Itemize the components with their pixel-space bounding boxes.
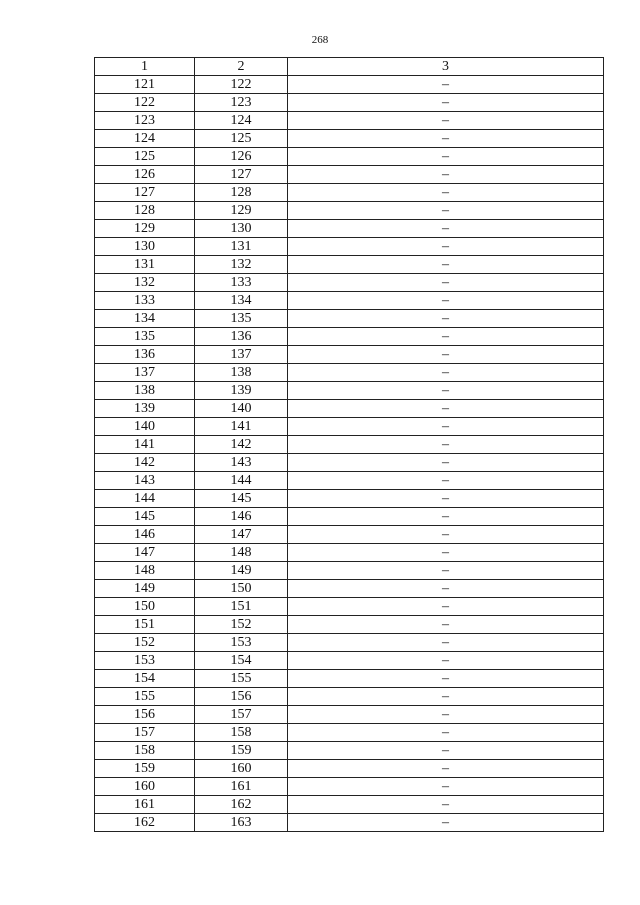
table-cell-col2: 144 — [195, 472, 288, 490]
data-table — [94, 57, 604, 832]
table-row — [95, 634, 604, 652]
table-cell-col2: 152 — [195, 616, 288, 634]
table-cell-col2: 124 — [195, 112, 288, 130]
table-cell-col1: 151 — [95, 616, 195, 634]
table-cell-col2: 142 — [195, 436, 288, 454]
column-header-1: 1 — [95, 58, 195, 76]
table-cell-col2: 137 — [195, 346, 288, 364]
table-cell-col1: 132 — [95, 274, 195, 292]
table-row — [95, 616, 604, 634]
table-cell-col1: 160 — [95, 778, 195, 796]
table-row — [95, 580, 604, 598]
table-cell-col2: 125 — [195, 130, 288, 148]
table-row — [95, 310, 604, 328]
table-cell-col3: – — [288, 526, 604, 544]
table-cell-col2: 141 — [195, 418, 288, 436]
table-cell-col1: 143 — [95, 472, 195, 490]
table-cell-col3: – — [288, 616, 604, 634]
table-cell-col2: 132 — [195, 256, 288, 274]
table-cell-col1: 153 — [95, 652, 195, 670]
table-cell-col3: – — [288, 508, 604, 526]
table-cell-col3: – — [288, 436, 604, 454]
table-row — [95, 166, 604, 184]
table-cell-col2: 147 — [195, 526, 288, 544]
table-row — [95, 508, 604, 526]
table-cell-col3: – — [288, 256, 604, 274]
table-cell-col1: 121 — [95, 76, 195, 94]
table-cell-col1: 154 — [95, 670, 195, 688]
table-row — [95, 778, 604, 796]
table-row — [95, 688, 604, 706]
table-row — [95, 130, 604, 148]
table-cell-col2: 123 — [195, 94, 288, 112]
table-cell-col2: 149 — [195, 562, 288, 580]
table-cell-col1: 150 — [95, 598, 195, 616]
table-cell-col3: – — [288, 76, 604, 94]
table-cell-col1: 156 — [95, 706, 195, 724]
table-header — [95, 58, 604, 76]
table-cell-col1: 162 — [95, 814, 195, 832]
table-cell-col3: – — [288, 310, 604, 328]
table-cell-col1: 126 — [95, 166, 195, 184]
table-row — [95, 436, 604, 454]
header-row — [95, 58, 604, 76]
table-cell-col2: 153 — [195, 634, 288, 652]
table-row — [95, 112, 604, 130]
table-cell-col3: – — [288, 562, 604, 580]
table-cell-col2: 135 — [195, 310, 288, 328]
table-row — [95, 454, 604, 472]
table-cell-col2: 138 — [195, 364, 288, 382]
table-row — [95, 238, 604, 256]
table-cell-col1: 123 — [95, 112, 195, 130]
table-cell-col1: 141 — [95, 436, 195, 454]
table-row — [95, 598, 604, 616]
table-cell-col2: 126 — [195, 148, 288, 166]
table-cell-col2: 127 — [195, 166, 288, 184]
table-row — [95, 148, 604, 166]
table-cell-col3: – — [288, 490, 604, 508]
table-cell-col2: 145 — [195, 490, 288, 508]
table-cell-col2: 136 — [195, 328, 288, 346]
table-row — [95, 292, 604, 310]
table-row — [95, 400, 604, 418]
table-cell-col3: – — [288, 202, 604, 220]
table-cell-col2: 163 — [195, 814, 288, 832]
table-cell-col1: 135 — [95, 328, 195, 346]
table-row — [95, 742, 604, 760]
table-row — [95, 490, 604, 508]
table-cell-col2: 133 — [195, 274, 288, 292]
table-cell-col1: 133 — [95, 292, 195, 310]
table-cell-col1: 136 — [95, 346, 195, 364]
table-cell-col2: 160 — [195, 760, 288, 778]
table-cell-col3: – — [288, 148, 604, 166]
table-cell-col3: – — [288, 328, 604, 346]
table-cell-col1: 131 — [95, 256, 195, 274]
table-cell-col2: 140 — [195, 400, 288, 418]
table-cell-col3: – — [288, 166, 604, 184]
table-cell-col2: 150 — [195, 580, 288, 598]
table-cell-col3: – — [288, 238, 604, 256]
table-row — [95, 76, 604, 94]
table-row — [95, 418, 604, 436]
table-cell-col2: 131 — [195, 238, 288, 256]
table-cell-col3: – — [288, 598, 604, 616]
table-cell-col3: – — [288, 688, 604, 706]
table-row — [95, 760, 604, 778]
table-cell-col3: – — [288, 418, 604, 436]
table-row — [95, 256, 604, 274]
table-row — [95, 94, 604, 112]
table-cell-col2: 122 — [195, 76, 288, 94]
table-cell-col1: 155 — [95, 688, 195, 706]
table-cell-col1: 148 — [95, 562, 195, 580]
table-cell-col2: 146 — [195, 508, 288, 526]
table-cell-col1: 152 — [95, 634, 195, 652]
table-cell-col2: 130 — [195, 220, 288, 238]
table-cell-col3: – — [288, 112, 604, 130]
table-cell-col1: 146 — [95, 526, 195, 544]
table-cell-col3: – — [288, 706, 604, 724]
table-cell-col3: – — [288, 778, 604, 796]
table-cell-col3: – — [288, 634, 604, 652]
table-cell-col1: 145 — [95, 508, 195, 526]
table-cell-col3: – — [288, 472, 604, 490]
table-cell-col1: 149 — [95, 580, 195, 598]
table-cell-col2: 161 — [195, 778, 288, 796]
table-cell-col3: – — [288, 274, 604, 292]
table-cell-col2: 129 — [195, 202, 288, 220]
table-cell-col2: 143 — [195, 454, 288, 472]
table-cell-col1: 147 — [95, 544, 195, 562]
table-cell-col3: – — [288, 760, 604, 778]
table-cell-col1: 142 — [95, 454, 195, 472]
table-cell-col2: 154 — [195, 652, 288, 670]
table-cell-col3: – — [288, 292, 604, 310]
table-cell-col1: 158 — [95, 742, 195, 760]
table-cell-col3: – — [288, 742, 604, 760]
table-cell-col2: 148 — [195, 544, 288, 562]
table-cell-col3: – — [288, 670, 604, 688]
table-cell-col3: – — [288, 130, 604, 148]
table-cell-col1: 137 — [95, 364, 195, 382]
table-cell-col2: 139 — [195, 382, 288, 400]
column-header-2: 2 — [195, 58, 288, 76]
table-cell-col2: 151 — [195, 598, 288, 616]
table-row — [95, 472, 604, 490]
table-cell-col3: – — [288, 652, 604, 670]
table-row — [95, 274, 604, 292]
table-cell-col2: 159 — [195, 742, 288, 760]
table-cell-col1: 125 — [95, 148, 195, 166]
table-cell-col3: – — [288, 364, 604, 382]
table-cell-col2: 155 — [195, 670, 288, 688]
table-row — [95, 652, 604, 670]
table-row — [95, 184, 604, 202]
table-cell-col2: 158 — [195, 724, 288, 742]
table-cell-col3: – — [288, 724, 604, 742]
table-row — [95, 328, 604, 346]
column-header-3: 3 — [288, 58, 604, 76]
table-row — [95, 346, 604, 364]
table-cell-col3: – — [288, 346, 604, 364]
table-cell-col1: 161 — [95, 796, 195, 814]
table-cell-col3: – — [288, 814, 604, 832]
table-cell-col3: – — [288, 400, 604, 418]
table-cell-col2: 134 — [195, 292, 288, 310]
table-cell-col1: 138 — [95, 382, 195, 400]
table-cell-col1: 122 — [95, 94, 195, 112]
table-row — [95, 202, 604, 220]
page-number: 268 — [311, 34, 329, 46]
table-row — [95, 382, 604, 400]
table-cell-col3: – — [288, 544, 604, 562]
table-cell-col3: – — [288, 580, 604, 598]
table-cell-col3: – — [288, 184, 604, 202]
table-cell-col1: 128 — [95, 202, 195, 220]
table-cell-col1: 140 — [95, 418, 195, 436]
table-cell-col1: 130 — [95, 238, 195, 256]
table-row — [95, 796, 604, 814]
table-cell-col3: – — [288, 796, 604, 814]
table-cell-col3: – — [288, 454, 604, 472]
table-cell-col1: 129 — [95, 220, 195, 238]
table-cell-col2: 157 — [195, 706, 288, 724]
table-cell-col1: 124 — [95, 130, 195, 148]
table-row — [95, 706, 604, 724]
table-cell-col1: 127 — [95, 184, 195, 202]
table-row — [95, 544, 604, 562]
table-row — [95, 220, 604, 238]
table-row — [95, 364, 604, 382]
table-row — [95, 562, 604, 580]
table-cell-col2: 128 — [195, 184, 288, 202]
table-row — [95, 814, 604, 832]
table-row — [95, 724, 604, 742]
table-cell-col2: 156 — [195, 688, 288, 706]
table-cell-col1: 144 — [95, 490, 195, 508]
table-cell-col2: 162 — [195, 796, 288, 814]
table-cell-col1: 157 — [95, 724, 195, 742]
table-cell-col1: 139 — [95, 400, 195, 418]
table-cell-col3: – — [288, 220, 604, 238]
table-body — [95, 76, 604, 832]
table-cell-col3: – — [288, 382, 604, 400]
table-cell-col3: – — [288, 94, 604, 112]
table-row — [95, 526, 604, 544]
table-cell-col1: 134 — [95, 310, 195, 328]
table-cell-col1: 159 — [95, 760, 195, 778]
table-row — [95, 670, 604, 688]
